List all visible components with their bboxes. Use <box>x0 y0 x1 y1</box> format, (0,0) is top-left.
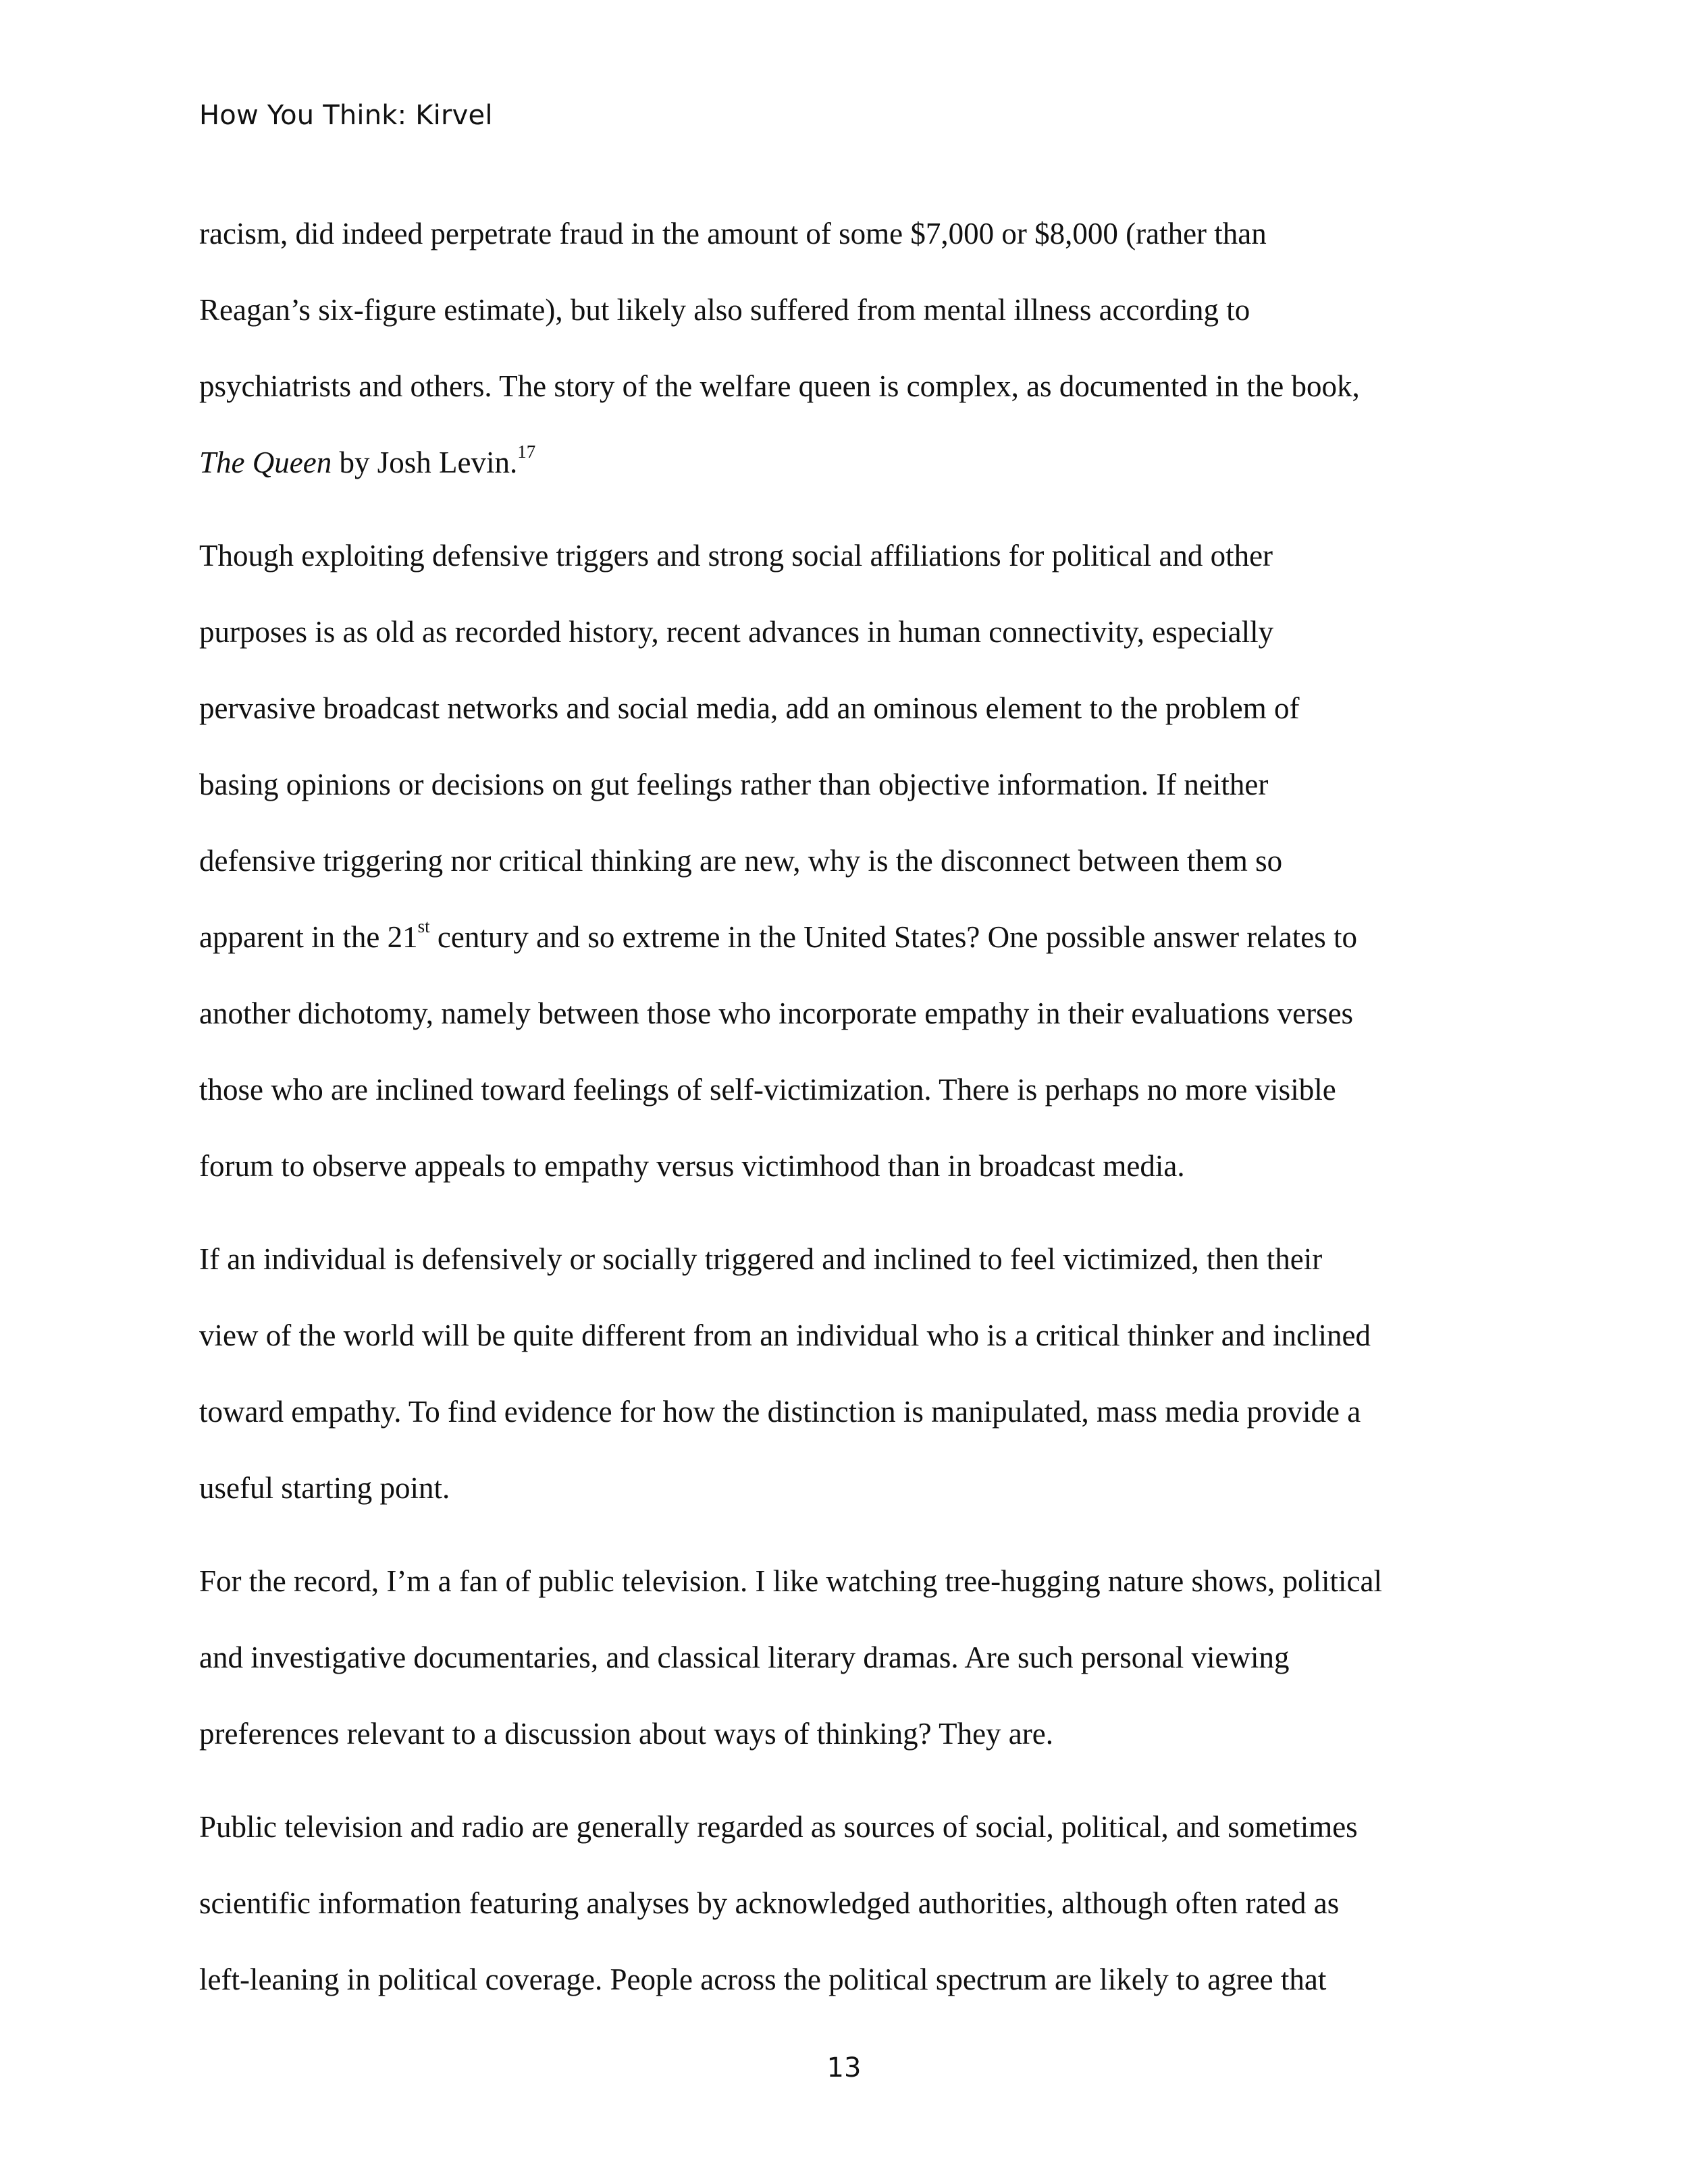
paragraph-4 <box>199 1543 1502 1772</box>
paragraph-3 <box>199 1221 1502 1526</box>
book-title: The Queen <box>199 446 332 479</box>
body-text <box>199 196 1502 2035</box>
text-line <box>199 425 1502 501</box>
text-line: forum to observe appeals to empathy versus victimhood than in broadcast media. <box>199 1149 1185 1183</box>
running-header: How You Think: Kirvel <box>199 100 493 131</box>
text-line: Though exploiting defensive triggers and strong social affiliations for political and other <box>199 539 1273 572</box>
text-line: Public television and radio are generally regarded as sources of social, political, and sometimes <box>199 1810 1358 1844</box>
text-line: If an individual is defensively or socially triggered and inclined to feel victimized, then their <box>199 1242 1323 1276</box>
text-line: pervasive broadcast networks and social media, add an ominous element to the problem of <box>199 691 1300 725</box>
paragraph-1 <box>199 196 1502 501</box>
text-line: psychiatrists and others. The story of the welfare queen is complex, as documented in the book, <box>199 369 1360 403</box>
text-line: Reagan’s six-figure estimate), but likely also suffered from mental illness according to <box>199 293 1250 327</box>
text-line: For the record, I’m a fan of public television. I like watching tree-hugging nature shows, political <box>199 1564 1382 1598</box>
text-line: basing opinions or decisions on gut feelings rather than objective information. If neither <box>199 768 1269 801</box>
page-number: 13 <box>826 2052 862 2083</box>
text-line: preferences relevant to a discussion about ways of thinking? They are. <box>199 1717 1053 1751</box>
text-line: those who are inclined toward feelings of self-victimization. There is perhaps no more visible <box>199 1073 1336 1107</box>
footnote-marker: 17 <box>517 442 536 462</box>
ordinal-line-start: apparent in the 21 <box>199 920 418 954</box>
text-line: defensive triggering nor critical thinking are new, why is the disconnect between them so <box>199 844 1283 878</box>
ordinal-suffix: st <box>417 916 430 936</box>
text-line: another dichotomy, namely between those who incorporate empathy in their evaluations verses <box>199 996 1354 1030</box>
text-line: toward empathy. To find evidence for how the distinction is manipulated, mass media provide a <box>199 1395 1361 1429</box>
text-line: useful starting point. <box>199 1471 450 1505</box>
text-line: scientific information featuring analyses by acknowledged authorities, although often rated as <box>199 1886 1340 1920</box>
ordinal-line-end: century and so extreme in the United States? One possible answer relates to <box>429 920 1357 954</box>
text-line: and investigative documentaries, and classical literary dramas. Are such personal viewing <box>199 1641 1290 1674</box>
text-line: view of the world will be quite different from an individual who is a critical thinker and inclined <box>199 1319 1371 1352</box>
paragraph-5 <box>199 1789 1502 2018</box>
text-line: racism, did indeed perpetrate fraud in the amount of some $7,000 or $8,000 (rather than <box>199 217 1267 250</box>
text-line <box>199 899 1502 976</box>
paragraph-2 <box>199 518 1502 1204</box>
text-line: left-leaning in political coverage. People across the political spectrum are likely to agree that <box>199 1963 1327 1996</box>
text-line: purposes is as old as recorded history, recent advances in human connectivity, especially <box>199 615 1274 649</box>
book-author-text: by Josh Levin. <box>332 446 518 479</box>
